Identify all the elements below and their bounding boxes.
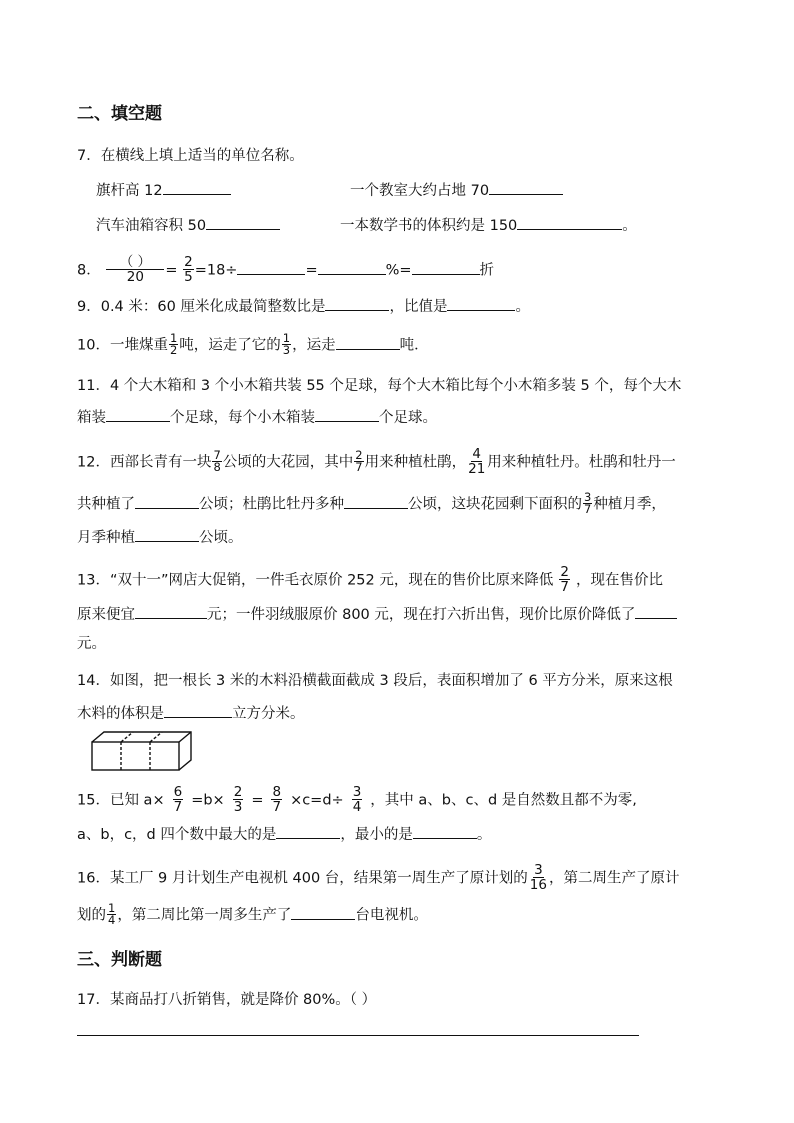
question-15-line2: a、b，c，d 四个数中最大的是 ，最小的是 。 [77,824,491,845]
question-17: 17．某商品打八折销售，就是降价 80%。（ ） [77,992,377,1008]
question-7-item-b1: 汽车油箱容积 50 [96,215,280,236]
fraction-4-21: $\frac{4}{21}$ [468,446,486,477]
section-title-fill-blank: 二、填空题 [77,104,162,124]
question-9: 9．0.4 米：60 厘米化成最简整数比是 ，比值是 。 [77,296,530,317]
blank[interactable] [318,260,386,275]
fraction-1-3: $\frac{1}{3}$ [282,331,291,357]
question-8: 8． $\frac{( )}{20}$ = $\frac{2}{5}$ =18÷ = %= 折 [77,254,495,285]
fraction-2-3: $\frac{2}{3}$ [233,784,243,815]
question-10: 10．一堆煤重 $\frac{1}{2}$ 吨，运走了它的 $\frac{1}{3}$ ，运走 吨． [77,331,429,357]
question-12-line1: 12．西部长青有一块 $\frac{7}{8}$ 公顷的大花园，其中 $\frac{2}{7}$ 用来种植杜鹃， $\frac{4}{21}$ 用来种植牡丹。杜鹃和牡丹一 [77,446,676,477]
blank[interactable] [315,407,379,422]
question-11-line1: 11．4 个大木箱和 3 个小木箱共装 55 个足球，每个大木箱比每个小木箱多装 5 个，每个大木 [77,378,682,394]
blank[interactable] [517,215,622,230]
blank[interactable] [412,260,480,275]
blank[interactable] [106,407,170,422]
question-14-line1: 14．如图，把一根长 3 米的木料沿横截面截成 3 段后，表面积增加了 6 平方分米，原来这根 [77,673,673,689]
blank[interactable] [489,180,563,195]
question-7-item-a2: 一个教室大约占地 70 [350,180,563,201]
blank[interactable] [344,494,408,509]
blank[interactable] [635,604,677,619]
question-12-line3: 月季种植 公顷。 [77,527,243,548]
question-13-line1: 13．“双十一”网店大促销，一件毛衣原价 252 元，现在的售价比原来降低 $\frac{2}{7}$ ，现在售价比 [77,564,663,595]
blank[interactable] [135,527,199,542]
blank[interactable] [413,824,477,839]
blank[interactable] [336,335,400,350]
question-13-line2: 原来便宜 元；一件羽绒服原价 800 元，现在打六折出售，现价比原价降低了 [77,604,677,625]
question-16-line1: 16．某工厂 9 月计划生产电视机 400 台，结果第一周生产了原计划的 $\frac{3}{16}$ ，第二周生产了原计 [77,862,680,893]
question-13-line3: 元。 [77,636,106,652]
question-11-line2: 箱装 个足球，每个小木箱装 个足球。 [77,407,437,428]
blank[interactable] [206,215,280,230]
fraction-3-7: $\frac{3}{7}$ [584,490,592,516]
fraction-2-7: $\frac{2}{7}$ [355,448,363,474]
section-title-true-false: 三、判断题 [77,950,162,970]
blank[interactable] [163,180,231,195]
question-7-item-b2: 一本数学书的体积约是 150 。 [340,215,637,236]
wood-block-figure [90,728,194,776]
fraction-8-7: $\frac{8}{7}$ [272,784,282,815]
answer-line[interactable] [77,1035,639,1036]
blank[interactable] [276,824,340,839]
blank[interactable] [447,296,515,311]
question-12-line2: 共种植了 公顷；杜鹃比牡丹多种 公顷，这块花园剩下面积的 $\frac{3}{7}$ 种植月季， [77,490,666,516]
blank[interactable] [135,604,207,619]
fraction-2-7: $\frac{2}{7}$ [560,564,569,595]
fraction-6-7: $\frac{6}{7}$ [173,784,183,815]
fraction-2-5: $\frac{2}{5}$ [184,254,193,285]
fraction-3-4: $\frac{3}{4}$ [352,784,362,815]
fraction-1-2: $\frac{1}{2}$ [169,331,178,357]
question-7-item-a1: 旗杆高 12 [96,180,231,201]
blank[interactable] [291,905,355,920]
blank[interactable] [135,494,199,509]
fraction-1-4: $\frac{1}{4}$ [108,901,116,927]
fraction-3-16: $\frac{3}{16}$ [529,862,547,893]
blank[interactable] [164,703,232,718]
question-7-stem: 7．在横线上填上适当的单位名称。 [77,148,304,164]
question-15-line1: 15．已知 a× $\frac{6}{7}$ =b× $\frac{2}{3}$ = $\frac{8}{7}$ ×c=d÷ $\frac{3}{4}$ ，其中 a、b、c、d 是自然数且都不为零, [77,784,637,815]
blank[interactable] [325,296,389,311]
fraction-7-8: $\frac{7}{8}$ [213,448,221,474]
question-16-line2: 划的 $\frac{1}{4}$ ，第二周比第一周多生产了 台电视机。 [77,901,428,927]
fraction-blank-over-20: $\frac{( )}{20}$ [106,255,164,284]
blank[interactable] [237,260,305,275]
question-14-line2: 木料的体积是 立方分米。 [77,703,305,724]
